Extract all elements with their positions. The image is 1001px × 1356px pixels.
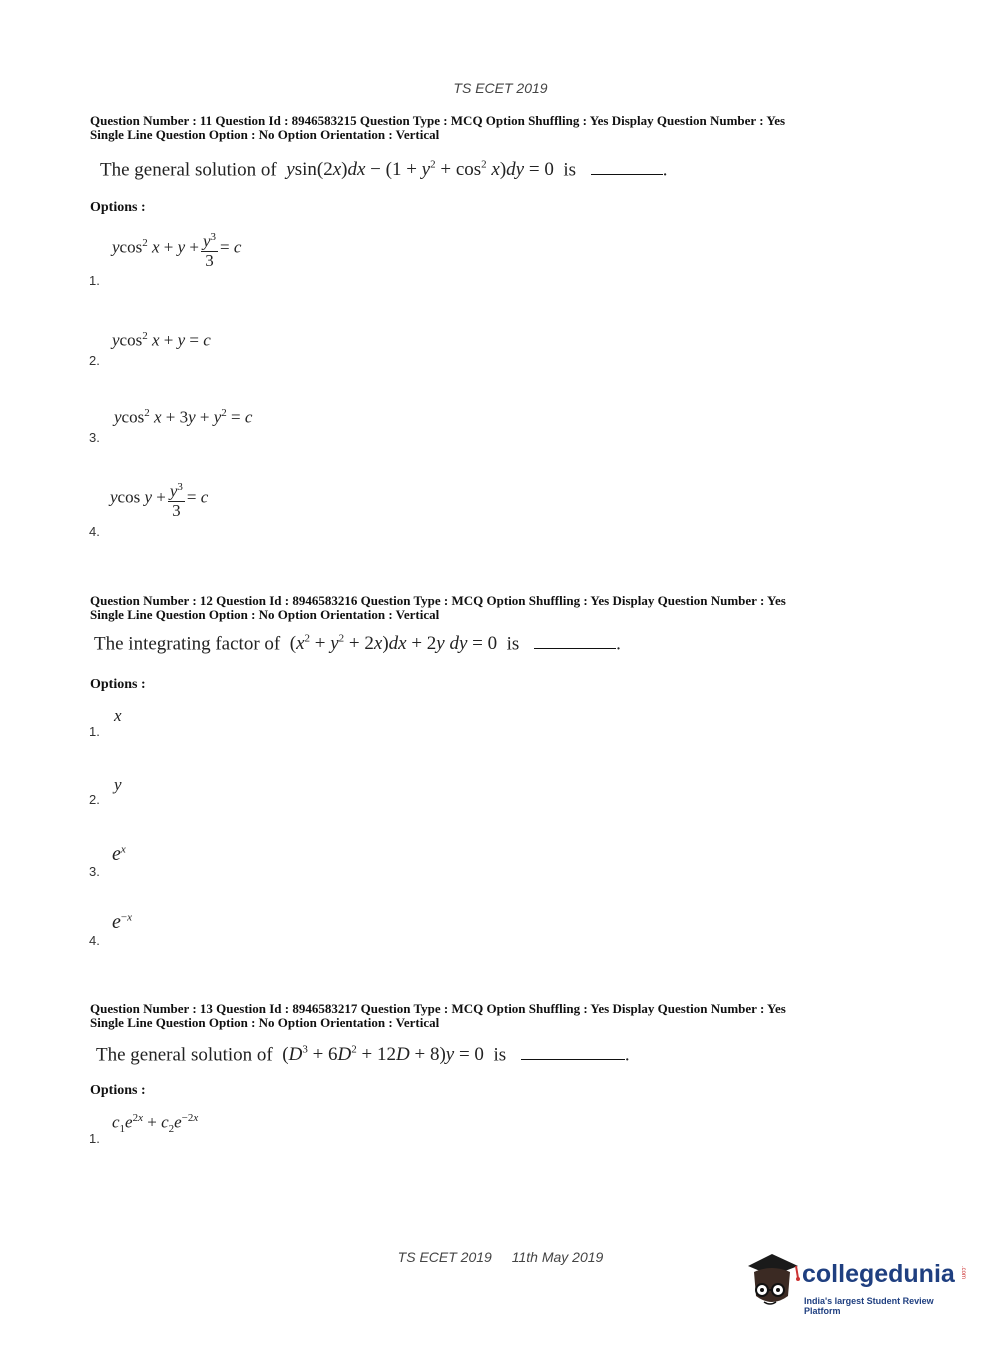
question-text-prefix: The integrating factor of [94,633,281,655]
q12-option-3-math: $e^x$ [112,843,126,865]
q12-option-4-math: $e^{-x}$ [112,911,132,933]
question-11-text: The general solution of $ysin(2x)dx - (1 + y^2 + \cos^2 x)dy = 0$ is . [100,159,668,181]
question-meta-line-1: Question Number : 11 Question Id : 8946583215 Question Type : MCQ Option Shuffling : Yes Display Question Number : Yes [90,113,786,128]
option-number: 2. [89,792,100,807]
question-meta-line-2: Single Line Question Option : No Option Orientation : Vertical [90,1015,440,1030]
option-number: 1. [89,1131,100,1146]
option-number: 2. [89,353,100,368]
question-text-prefix: The general solution of [96,1044,273,1066]
question-meta-line-1: Question Number : 12 Question Id : 8946583216 Question Type : MCQ Option Shuffling : Yes Display Question Number : Yes [90,593,786,608]
logo-tagline: India's largest Student Review Platform [804,1296,934,1316]
option-number: 1. [89,273,100,288]
option-number: 4. [89,933,100,948]
question-text-suffix: is [563,159,577,181]
option-number: 4. [89,524,100,539]
question-equation: $(x^2 + y^2 + 2x)dx + 2y$ dy = 0 [284,633,502,655]
question-13-text: The general solution of $(D^3 + 6D^2 + 12D + 8)y = 0$ is . [96,1044,630,1066]
option-number: 1. [89,724,100,739]
question-text-suffix: is [506,633,520,655]
question-12-text: The integrating factor of $(x^2 + y^2 + 2x)dx + 2y$ dy = 0 is . [94,633,621,655]
options-label: Options : [90,1083,146,1098]
mascot-icon [742,1252,802,1312]
options-label: Options : [90,677,146,692]
option-number: 3. [89,430,100,445]
q11-option-3-math: ycos$^2$ $x + 3y + y^2 = c$ [114,407,253,427]
q13-option-1-math: $c_1e^{2x} + c_2e^{-2x}$ [112,1112,199,1136]
logo-wordmark: collegedunia [802,1260,955,1288]
option-number: 3. [89,864,100,879]
footer-date: 11th May 2019 [511,1249,604,1265]
question-equation: $(D^3 + 6D^2 + 12D + 8)y = 0$ [277,1044,489,1066]
question-meta-line-2: Single Line Question Option : No Option Orientation : Vertical [90,127,440,142]
question-13-meta [90,1002,910,1030]
q12-option-1-math: x [114,706,122,725]
q11-option-4-math: ycos y + $\frac{y^3}{3}$ = c [110,478,208,520]
question-meta-line-2: Single Line Question Option : No Option Orientation : Vertical [90,607,440,622]
answer-blank [591,173,663,175]
question-meta-line-1: Question Number : 13 Question Id : 8946583217 Question Type : MCQ Option Shuffling : Yes Display Question Number : Yes [90,1001,786,1016]
question-text-prefix: The general solution of [100,159,277,181]
q12-option-2-math: y [114,775,122,794]
question-equation: $ysin(2x)dx - (1 + y^2 + \cos^2 x)dy = 0$ [286,159,559,181]
answer-blank [521,1058,625,1060]
question-11-meta [90,114,910,142]
q11-option-1-math: ycos$^2$ x + y + $\frac{y^3}{3}$ = c [112,228,241,270]
q11-option-2-math: ycos$^2$ x + y = c [112,330,211,350]
logo-com-suffix: .com [960,1266,966,1280]
question-12-meta [90,594,910,622]
page-header-title: TS ECET 2019 [453,80,548,96]
collegedunia-logo [742,1252,972,1316]
answer-blank [534,647,616,649]
question-text-suffix: is [493,1044,507,1066]
footer-exam: TS ECET 2019 [397,1249,492,1265]
options-label: Options : [90,200,146,215]
